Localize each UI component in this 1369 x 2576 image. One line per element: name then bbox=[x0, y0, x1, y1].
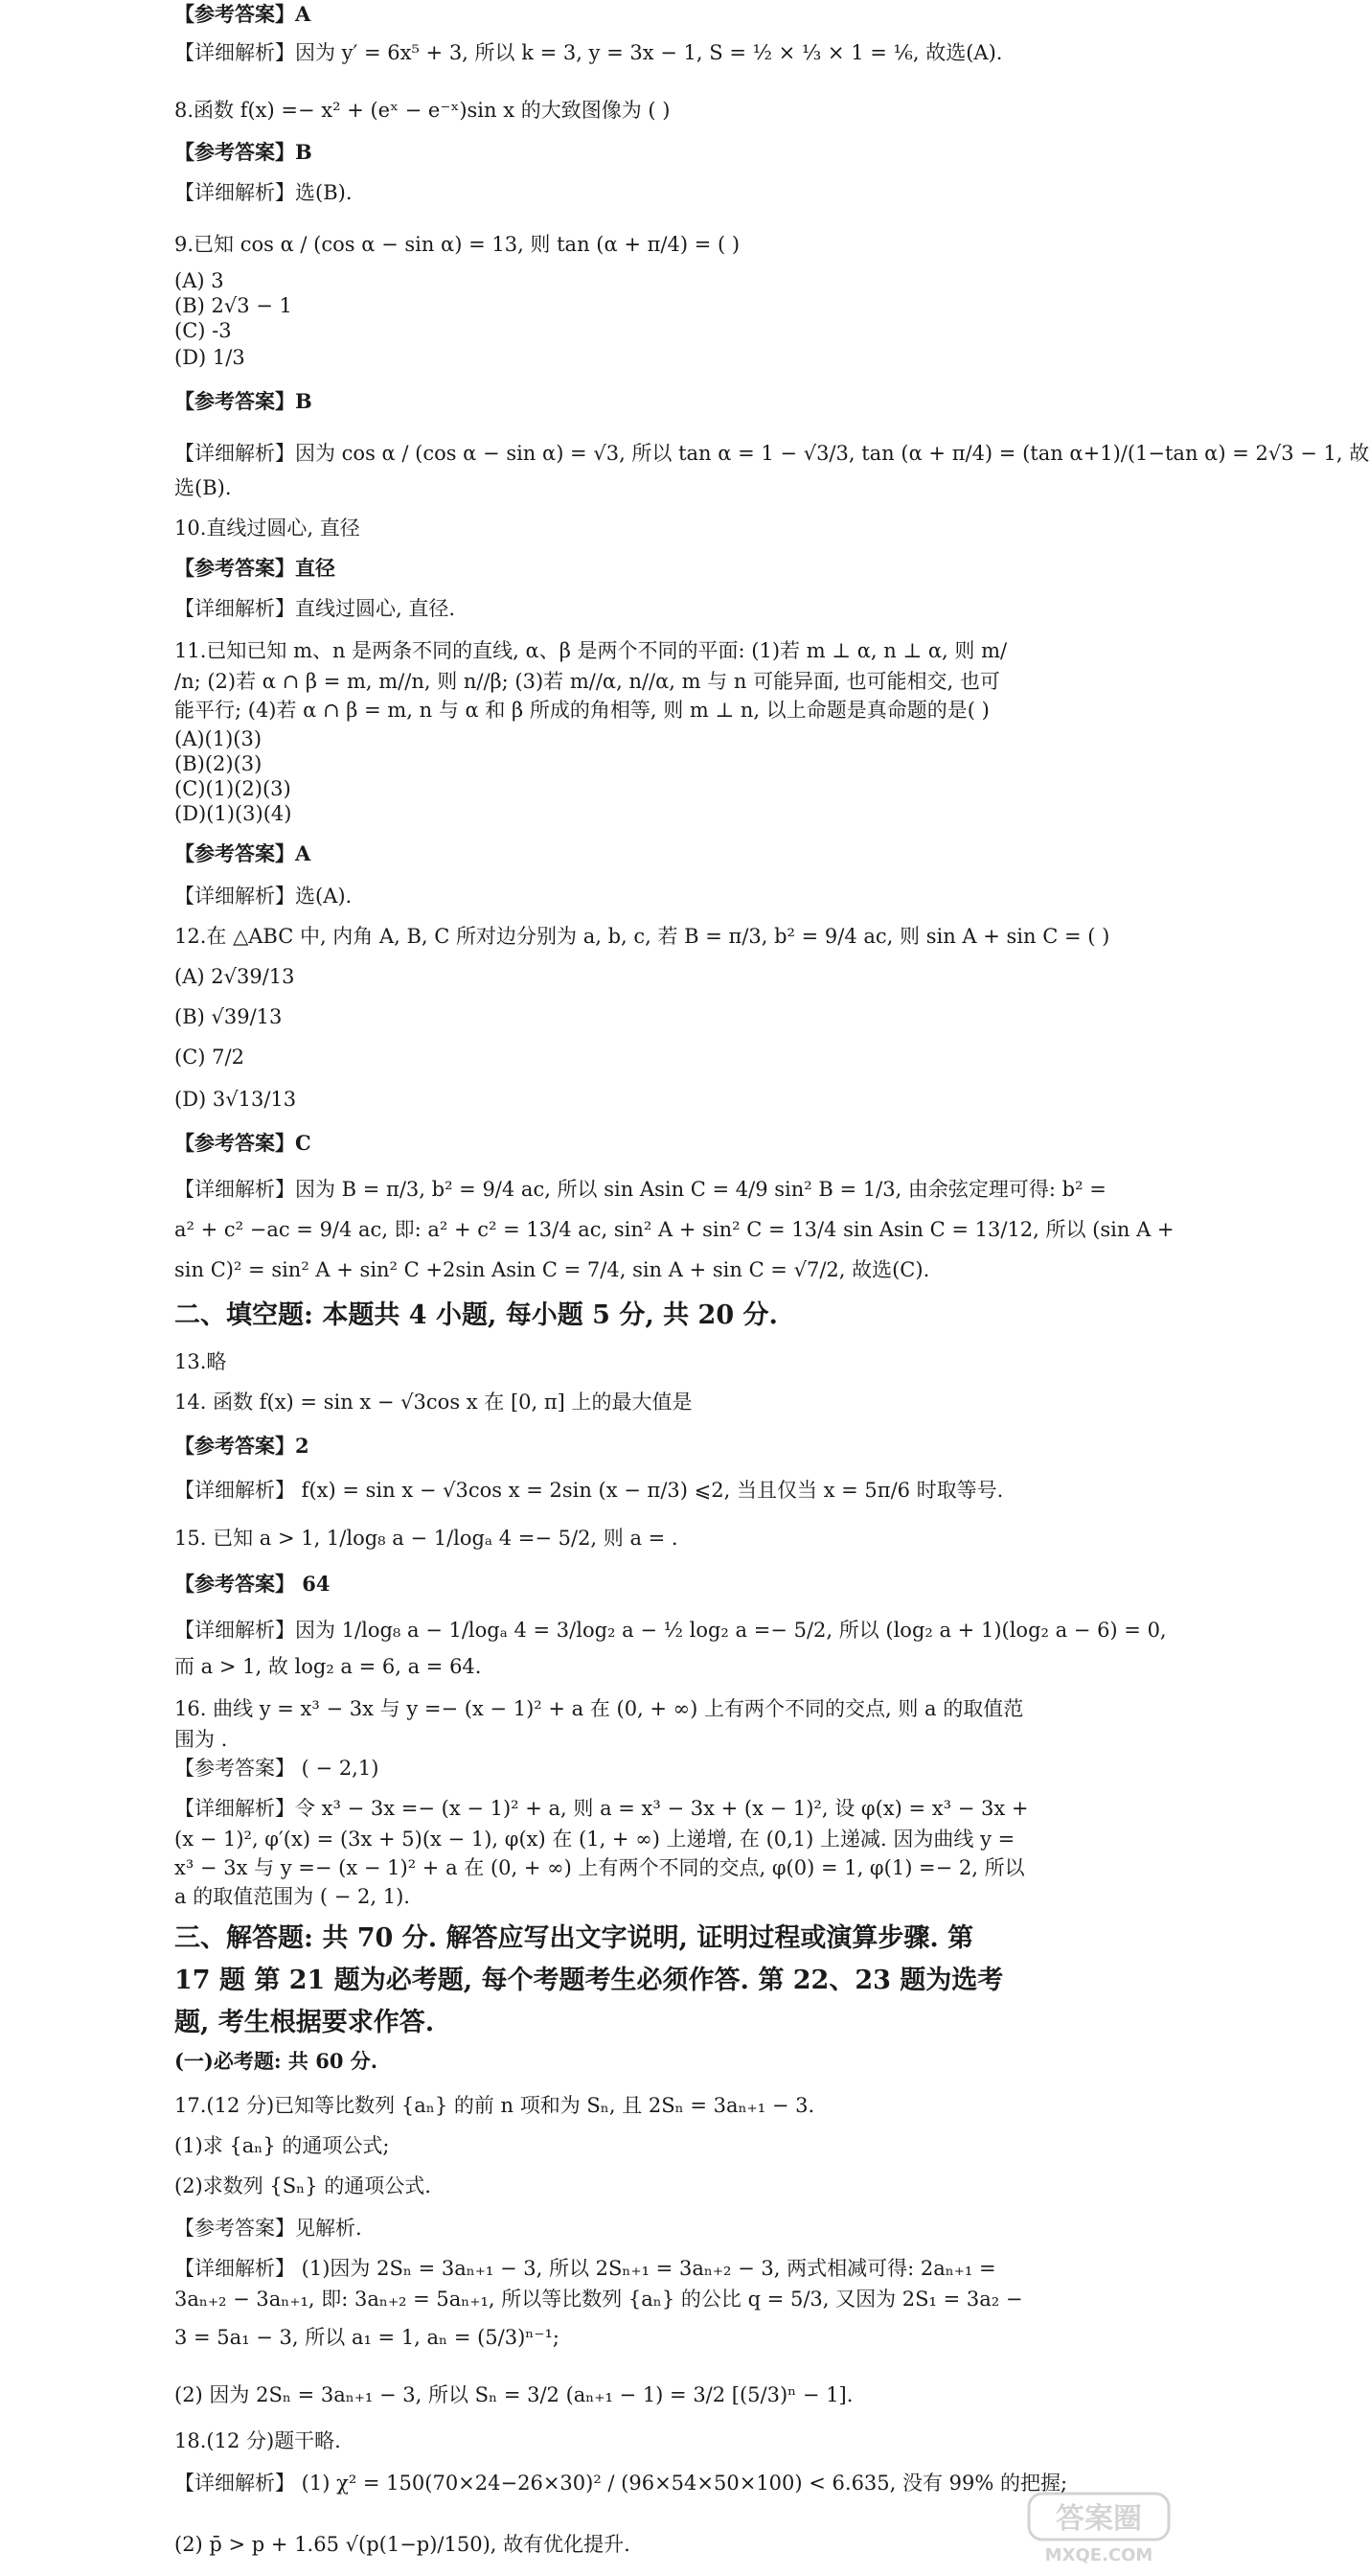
question-16-cont: 围为 . bbox=[174, 1728, 228, 1751]
question-16: 16. 曲线 y = x³ − 3x 与 y =− (x − 1)² + a 在 (0, + ∞) 上有两个不同的交点, 则 a 的取值范 bbox=[174, 1697, 1024, 1720]
analysis-line: (2) p̄ > p + 1.65 √(p(1−p)/150), 故有优化提升. bbox=[174, 2533, 630, 2556]
answer-line: 【参考答案】 ( − 2,1) bbox=[174, 1757, 379, 1780]
option-a: (A) 3 bbox=[174, 269, 224, 292]
analysis-line: 【详细解析】直线过圆心, 直径. bbox=[174, 597, 456, 620]
question-9: 9.已知 cos α / (cos α − sin α) = 13, 则 tan (α + π/4) = ( ) bbox=[174, 233, 741, 256]
question-17-part: (2)求数列 {Sₙ} 的通项公式. bbox=[174, 2174, 431, 2197]
analysis-line: 【详细解析】因为 B = π/3, b² = 9/4 ac, 所以 sin Asin C = 4/9 sin² B = 1/3, 由余弦定理可得: b² = bbox=[174, 1178, 1107, 1201]
answer-line: 【参考答案】C bbox=[174, 1131, 311, 1155]
analysis-line: x³ − 3x 与 y =− (x − 1)² + a 在 (0, + ∞) 上有两个不同的交点, φ(0) = 1, φ(1) =− 2, 所以 bbox=[174, 1856, 1025, 1879]
option-d: (D)(1)(3)(4) bbox=[174, 802, 292, 825]
answer-line: 【参考答案】2 bbox=[174, 1434, 309, 1458]
answer-line: 【参考答案】B bbox=[174, 389, 312, 413]
question-17-part: (1)求 {aₙ} 的通项公式; bbox=[174, 2134, 390, 2157]
answer-line: 【参考答案】见解析. bbox=[174, 2217, 362, 2240]
analysis-line: 【详细解析】令 x³ − 3x =− (x − 1)² + a, 则 a = x³ − 3x + (x − 1)², 设 φ(x) = x³ − 3x + bbox=[174, 1797, 1029, 1820]
option-d: (D) 3√13/13 bbox=[174, 1088, 297, 1111]
analysis-line: 【详细解析】选(A). bbox=[174, 885, 353, 908]
answer-line: 【参考答案】B bbox=[174, 140, 312, 164]
analysis-line: 而 a > 1, 故 log₂ a = 6, a = 64. bbox=[174, 1655, 482, 1678]
option-b: (B)(2)(3) bbox=[174, 752, 262, 775]
answer-line: 【参考答案】A bbox=[174, 841, 311, 865]
question-12: 12.在 △ABC 中, 内角 A, B, C 所对边分别为 a, b, c, 若 B = π/3, b² = 9/4 ac, 则 sin A + sin C = ( ) bbox=[174, 925, 1110, 948]
option-c: (C) -3 bbox=[174, 319, 232, 342]
question-11-cont: /n; (2)若 α ∩ β = m, m//n, 则 n//β; (3)若 m//α, n//α, m 与 n 可能异面, 也可能相交, 也可 bbox=[174, 670, 1000, 693]
option-b: (B) √39/13 bbox=[174, 1005, 283, 1028]
option-b: (B) 2√3 − 1 bbox=[174, 294, 292, 317]
question-8: 8.函数 f(x) =− x² + (eˣ − e⁻ˣ)sin x 的大致图像为 ( ) bbox=[174, 99, 671, 122]
analysis-line: (2) 因为 2Sₙ = 3aₙ₊₁ − 3, 所以 Sₙ = 3/2 (aₙ₊₁ − 1) = 3/2 [(5/3)ⁿ − 1]. bbox=[174, 2383, 854, 2406]
question-17: 17.(12 分)已知等比数列 {aₙ} 的前 n 项和为 Sₙ, 且 2Sₙ = 3aₙ₊₁ − 3. bbox=[174, 2094, 815, 2117]
question-14: 14. 函数 f(x) = sin x − √3cos x 在 [0, π] 上的最大值是 bbox=[174, 1391, 693, 1414]
analysis-line: 【详细解析】因为 cos α / (cos α − sin α) = √3, 所以 tan α = 1 − √3/3, tan (α + π/4) = (tan α+1)/(1−tan α) = 2√3 − 1, 故 bbox=[174, 442, 1369, 465]
analysis-line: 选(B). bbox=[174, 476, 232, 499]
answer-line: 【参考答案】A bbox=[174, 2, 311, 26]
analysis-line: 【详细解析】选(B). bbox=[174, 181, 353, 204]
analysis-line: 【详细解析】因为 1/log₈ a − 1/logₐ 4 = 3/log₂ a − ½ log₂ a =− 5/2, 所以 (log₂ a + 1)(log₂ a − 6) = 0, bbox=[174, 1619, 1167, 1642]
analysis-line: 【详细解析】 (1) χ² = 150(70×24−26×30)² / (96×54×50×100) < 6.635, 没有 99% 的把握; bbox=[174, 2472, 1068, 2495]
option-c: (C)(1)(2)(3) bbox=[174, 777, 291, 800]
analysis-line: a 的取值范围为 ( − 2, 1). bbox=[174, 1885, 410, 1908]
analysis-line: 【详细解析】 f(x) = sin x − √3cos x = 2sin (x − π/3) ⩽2, 当且仅当 x = 5π/6 时取等号. bbox=[174, 1479, 1004, 1502]
question-15: 15. 已知 a > 1, 1/log₈ a − 1/logₐ 4 =− 5/2, 则 a = . bbox=[174, 1527, 678, 1550]
question-13: 13.略 bbox=[174, 1350, 227, 1373]
answer-line: 【参考答案】直径 bbox=[174, 556, 335, 580]
watermark-logo-text: 答案圈 bbox=[1056, 2502, 1142, 2536]
question-11: 11.已知已知 m、n 是两条不同的直线, α、β 是两个不同的平面: (1)若 m ⊥ α, n ⊥ α, 则 m/ bbox=[174, 639, 1008, 662]
watermark-logo-icon bbox=[1027, 2490, 1171, 2566]
question-11-cont: 能平行; (4)若 α ∩ β = m, n 与 α 和 β 所成的角相等, 则 m ⊥ n, 以上命题是真命题的是( ) bbox=[174, 699, 990, 722]
section-heading-fill-in: 二、填空题: 本题共 4 小题, 每小题 5 分, 共 20 分. bbox=[174, 1300, 778, 1330]
analysis-line: 3 = 5a₁ − 3, 所以 a₁ = 1, aₙ = (5/3)ⁿ⁻¹; bbox=[174, 2326, 559, 2349]
watermark-logo bbox=[1027, 2490, 1171, 2566]
section-heading-solve: 题, 考生根据要求作答. bbox=[174, 2008, 435, 2037]
analysis-line: sin C)² = sin² A + sin² C +2sin Asin C = 7/4, sin A + sin C = √7/2, 故选(C). bbox=[174, 1258, 930, 1281]
section-heading-solve: 三、解答题: 共 70 分. 解答应写出文字说明, 证明过程或演算步骤. 第 bbox=[174, 1923, 974, 1953]
analysis-line: 【详细解析】 (1)因为 2Sₙ = 3aₙ₊₁ − 3, 所以 2Sₙ₊₁ = 3aₙ₊₂ − 3, 两式相减可得: 2aₙ₊₁ = bbox=[174, 2257, 996, 2280]
option-a: (A) 2√39/13 bbox=[174, 965, 295, 988]
analysis-line: 3aₙ₊₂ − 3aₙ₊₁, 即: 3aₙ₊₂ = 5aₙ₊₁, 所以等比数列 {aₙ} 的公比 q = 5/3, 又因为 2S₁ = 3a₂ − bbox=[174, 2288, 1023, 2311]
question-10: 10.直线过圆心, 直径 bbox=[174, 517, 360, 540]
subsection-heading: (一)必考题: 共 60 分. bbox=[174, 2049, 378, 2073]
watermark-url: MXQE.COM bbox=[1044, 2545, 1153, 2565]
question-18: 18.(12 分)题干略. bbox=[174, 2429, 341, 2452]
analysis-line: (x − 1)², φ′(x) = (3x + 5)(x − 1), φ(x) 在 (1, + ∞) 上递增, 在 (0,1) 上递减. 因为曲线 y = bbox=[174, 1828, 1015, 1851]
analysis-line: 【详细解析】因为 y′ = 6x⁵ + 3, 所以 k = 3, y = 3x − 1, S = ½ × ⅓ × 1 = ⅙, 故选(A). bbox=[174, 41, 1003, 64]
option-c: (C) 7/2 bbox=[174, 1046, 244, 1069]
answer-line: 【参考答案】 64 bbox=[174, 1572, 331, 1596]
section-heading-solve: 17 题 第 21 题为必考题, 每个考题考生必须作答. 第 22、23 题为选考 bbox=[174, 1966, 1004, 1995]
analysis-line: a² + c² −ac = 9/4 ac, 即: a² + c² = 13/4 ac, sin² A + sin² C = 13/4 sin Asin C = 13/12, 所以 (sin A + bbox=[174, 1218, 1175, 1241]
option-d: (D) 1/3 bbox=[174, 346, 245, 369]
option-a: (A)(1)(3) bbox=[174, 727, 262, 750]
